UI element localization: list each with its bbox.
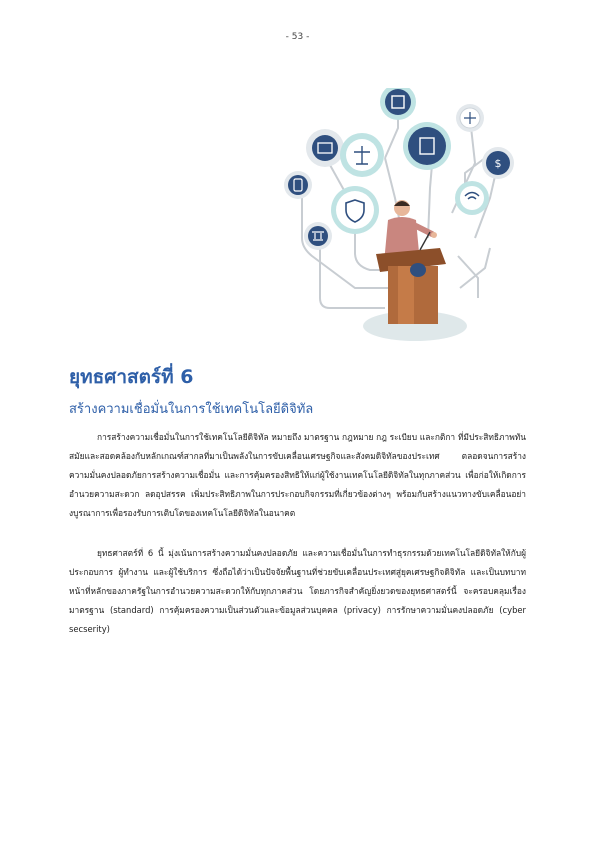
chip-icon (380, 88, 416, 120)
strategy-subheading: สร้างความเชื่อมั่นในการใช้เทคโนโลยีดิจิทัล (69, 402, 314, 417)
svg-text:$: $ (494, 157, 502, 170)
bank-icon (304, 222, 332, 250)
money-icon (482, 147, 514, 179)
shield-icon (331, 186, 379, 234)
body-paragraph-2 (69, 544, 526, 639)
wifi-icon (455, 181, 489, 215)
scale-icon (340, 133, 384, 177)
paragraph-text: ยุทธศาสตร์ที่ 6 นี้ มุ่งเน้นการสร้างความมั่นคงปลอดภัย และความเชื่อมั่นในการทำธุรกรรมด้วยเทคโนโลยีดิจิทัลให้กับผู้ประกอบการ ผู้ทำงาน และผู้ใช้บริการ ซึ่งถือได้ว่าเป็นปัจจัยพื้นฐานที่ช่วยขับเคลื่อนประเทศสู่ยุคเศรษฐกิจดิจิทัล และเป็นบทบาทหน้าที่หลักของภาครัฐในการอำนวยความสะดวกให้กับทุกภาคส่วน โดยภารกิจสำคัญยิ่งยวดของยุทธศาสตร์นี้ จะครอบคลุมเรื่องมาตรฐาน (standard) การคุ้มครองความเป็นส่วนตัวและข้อมูลส่วนบุคคล (privacy) การรักษาความมั่นคงปลอดภัย (cyber secserity) (69, 548, 526, 634)
building-icon (403, 122, 451, 170)
body-paragraph-1 (69, 428, 526, 523)
speaker-illustration (280, 88, 515, 348)
page-number: - 53 - (285, 32, 310, 42)
strategy-heading: ยุทธศาสตร์ที่ 6 (69, 366, 194, 388)
network-icon (456, 104, 484, 132)
paragraph-text: การสร้างความเชื่อมั่นในการใช้เทคโนโลยีดิจิทัล หมายถึง มาตรฐาน กฎหมาย กฎ ระเบียบ และกติกา ที่มีประสิทธิภาพทันสมัยและสอดคล้องกับหลักเกณฑ์สากลที่มาเป็นพลังในการขับเคลื่อนเศรษฐกิจและสังคมดิจิทัลของประเทศ ตลอดจนการสร้างความมั่นคงปลอดภัยการสร้างความเชื่อมั่น และการคุ้มครองสิทธิให้แก่ผู้ใช้งานเทคโนโลยีดิจิทัลในทุกภาคส่วน เพื่อก่อให้เกิดการอำนวยความสะดวก ลดอุปสรรค เพิ่มประสิทธิภาพในการประกอบกิจกรรมที่เกี่ยวข้องต่างๆ พร้อมกับสร้างแนวทางขับเคลื่อนอย่างบูรณาการเพื่อรองรับการเติบโตของเทคโนโลยีดิจิทัลในอนาคต (69, 432, 526, 518)
phone-icon (284, 171, 312, 199)
wallet-icon (306, 129, 344, 167)
